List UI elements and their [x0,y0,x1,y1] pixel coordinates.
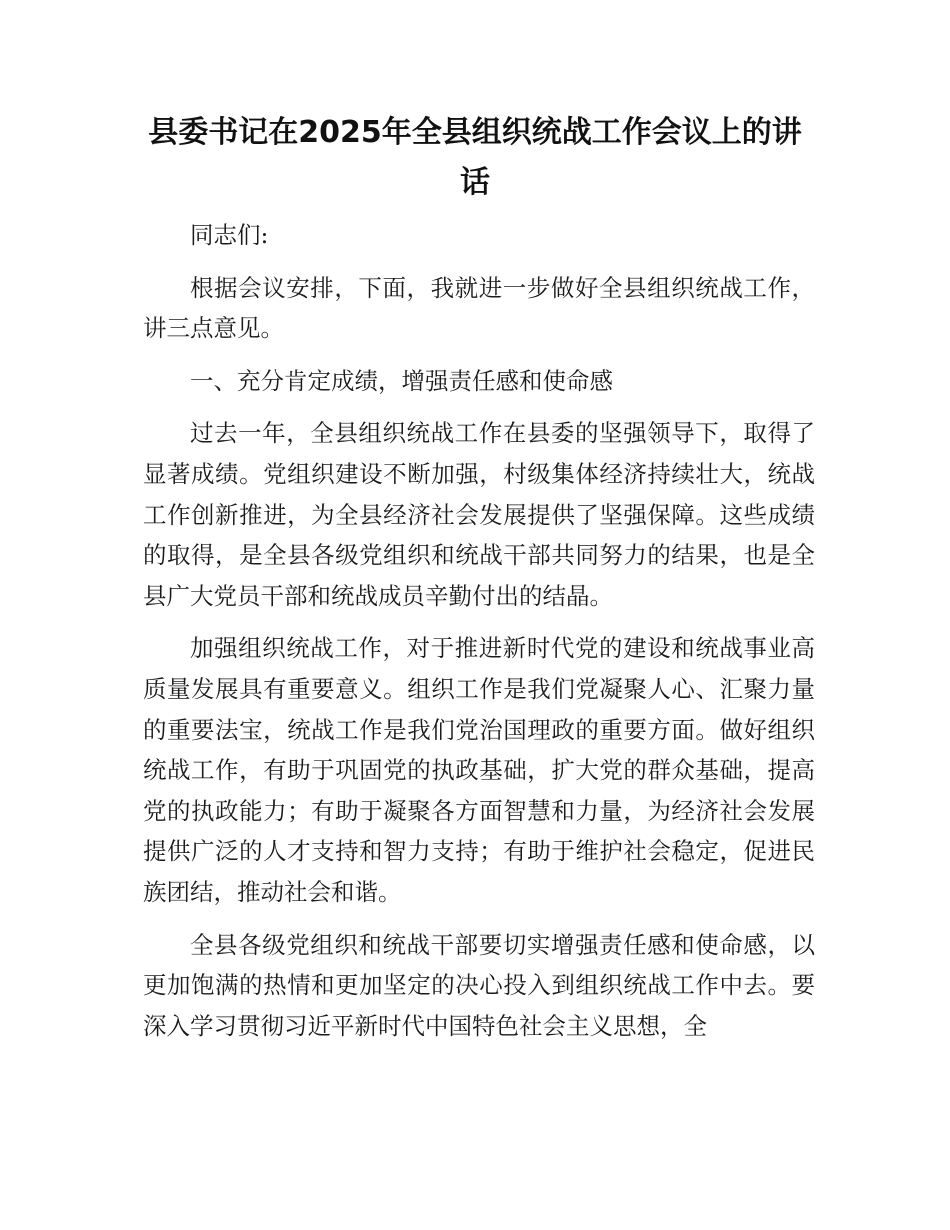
body-paragraph: 过去一年，全县组织统战工作在县委的坚强领导下，取得了显著成绩。党组织建设不断加强，村级集体经济持续壮大，统战工作创新推进，为全县经济社会发展提供了坚强保障。这些成绩的取得，是全县各级党组织和统战干部共同努力的结果，也是全县广大党员干部和统战成员辛勤付出的结晶。 [143,419,815,610]
salutation-paragraph: 同志们: [190,221,269,249]
body-paragraph: 全县各级党组织和统战干部要切实增强责任感和使命感，以更加饱满的热情和更加坚定的决心投入到组织统战工作中去。要深入学习贯彻习近平新时代中国特色社会主义思想，全 [143,930,815,1040]
section-heading: 一、充分肯定成绩，增强责任感和使命感 [190,366,613,395]
document-body [143,215,815,1058]
body-paragraph: 加强组织统战工作，对于推进新时代党的建设和统战事业高质量发展具有重要意义。组织工作是我们党凝聚人心、汇聚力量的重要法宝，统战工作是我们党治国理政的重要方面。做好组织统战工作，有助于巩固党的执政基础，扩大党的群众基础，提高党的执政能力；有助于凝聚各方面智慧和力量，为经济社会发展提供广泛的人才支持和智力支持；有助于维护社会稳定，促进民族团结，推动社会和谐。 [143,634,815,906]
intro-paragraph: 根据会议安排，下面，我就进一步做好全县组织统战工作，讲三点意见。 [143,273,815,343]
document-title: 县委书记在2025年全县组织统战工作会议上的讲话 [148,115,802,200]
